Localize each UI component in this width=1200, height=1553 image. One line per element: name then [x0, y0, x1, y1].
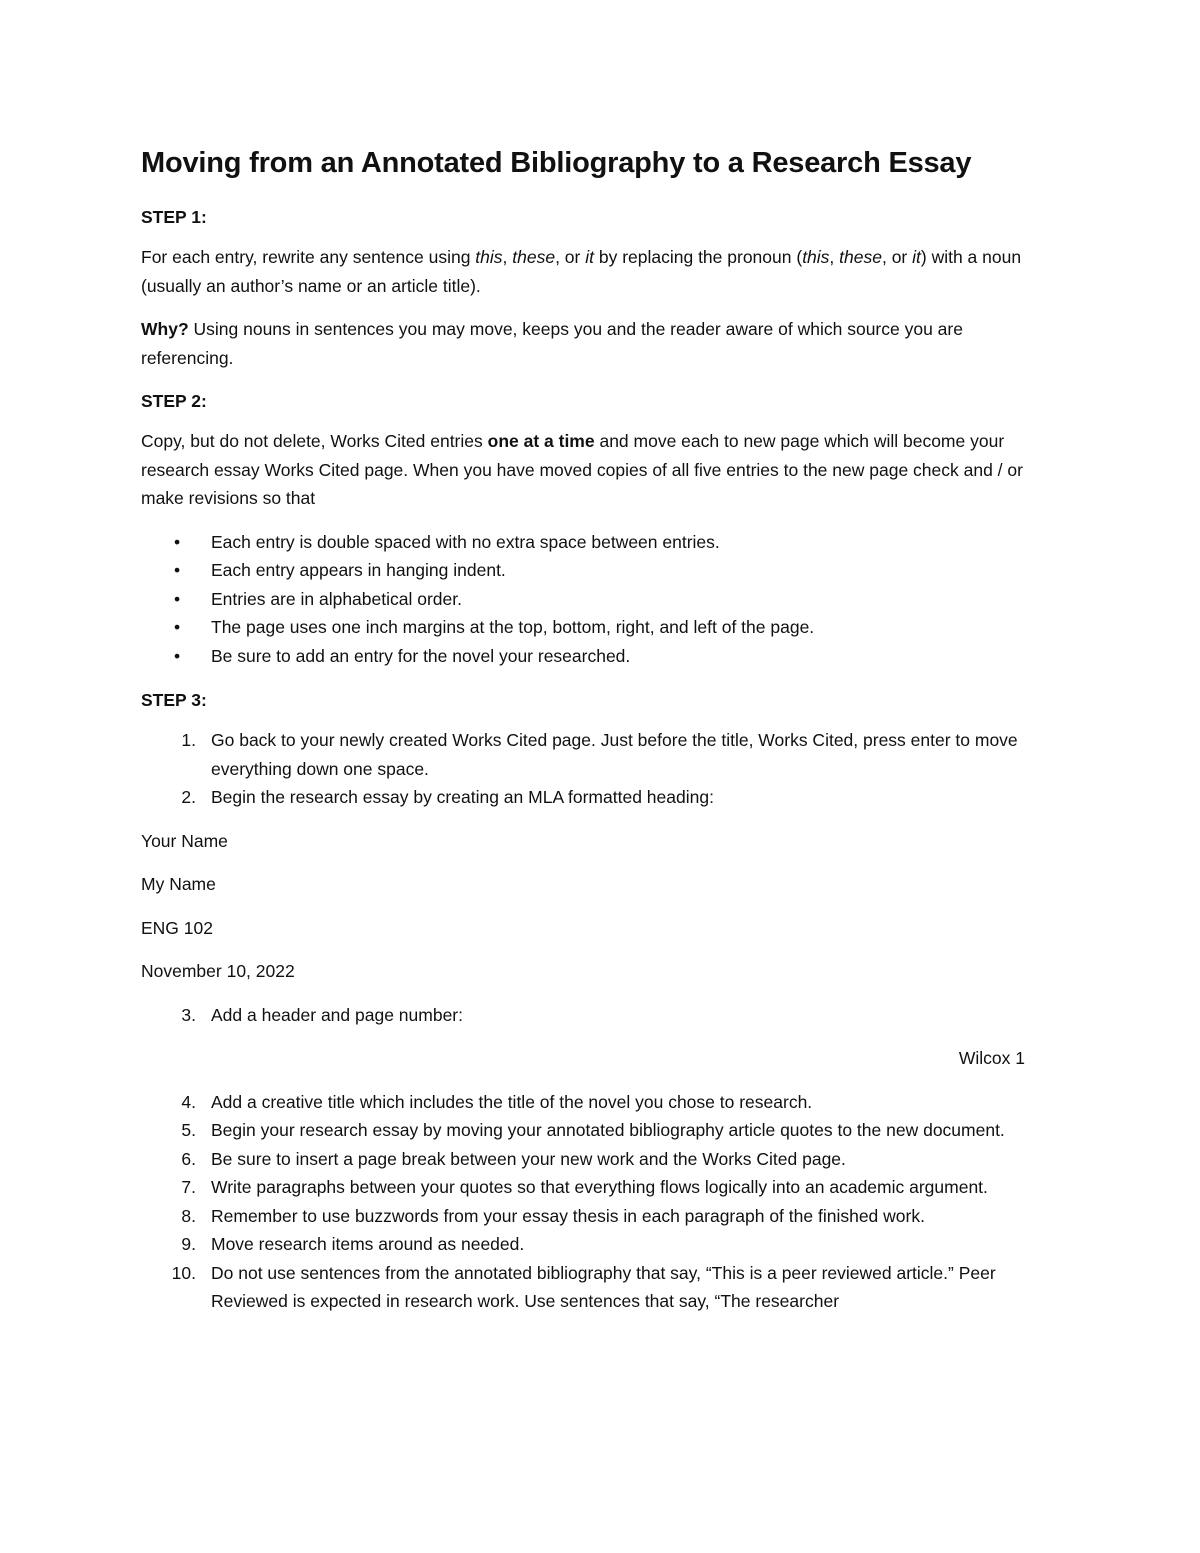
list-item: • Each entry is double spaced with no extra space between entries.	[141, 528, 1051, 557]
bullet-icon: •	[174, 617, 181, 637]
step-3-list-part-3	[141, 1088, 1051, 1316]
step-1-label: STEP 1:	[141, 207, 207, 227]
list-item: 3. Add a header and page number:	[181, 1004, 463, 1025]
header-example: Wilcox 1	[958, 1048, 1025, 1068]
step-2-checklist	[141, 528, 1051, 671]
document-body	[141, 143, 1051, 1331]
list-item: • Be sure to add an entry for the novel your researched.	[141, 642, 1051, 671]
list-item: • The page uses one inch margins at the top, bottom, right, and left of the page.	[141, 613, 1051, 642]
step-1-instruction: For each entry, rewrite any sentence using this, these, or it by replacing the pronoun (this, these, or it) with a noun (usually an author’s name or an article title).	[141, 247, 1022, 296]
list-item: 6. Be sure to insert a page break between your new work and the Works Cited page.	[181, 1148, 846, 1169]
list-item: 5. Begin your research essay by moving your annotated bibliography article quotes to the new document.	[181, 1120, 1005, 1140]
step-3-list-part-2	[141, 1001, 1051, 1030]
document-title: Moving from an Annotated Bibliography to a Research Essay	[141, 147, 972, 179]
mla-heading-line: Your Name	[141, 830, 228, 851]
bullet-icon: •	[174, 531, 181, 552]
list-item: 1. Go back to your newly created Works Cited page. Just before the title, Works Cited, press enter to move everything down one space.	[181, 730, 1018, 779]
mla-heading-line: My Name	[141, 874, 216, 894]
mla-heading-line: November 10, 2022	[141, 961, 295, 981]
list-item: • Each entry appears in hanging indent.	[141, 556, 1051, 585]
step-3-list-part-1	[141, 726, 1051, 812]
list-item: 2. Begin the research essay by creating an MLA formatted heading:	[181, 787, 714, 807]
list-item: 8. Remember to use buzzwords from your essay thesis in each paragraph of the finished work.	[181, 1205, 925, 1226]
bullet-icon: •	[174, 645, 181, 666]
list-item: 4. Add a creative title which includes the title of the novel you chose to research.	[181, 1091, 813, 1112]
step-2-instruction: Copy, but do not delete, Works Cited entries one at a time and move each to new page which will become your research essay Works Cited page. When you have moved copies of all five entries to the new page check and / or make revisions so that	[141, 431, 1023, 508]
bullet-icon: •	[174, 588, 181, 609]
bullet-icon: •	[174, 560, 181, 580]
step-3-label: STEP 3:	[141, 690, 207, 710]
list-item: 10. Do not use sentences from the annotated bibliography that say, “This is a peer reviewed article.” Peer Reviewed is expected in research work. Use sentences that say, “The researcher	[171, 1262, 996, 1311]
list-item: 9. Move research items around as needed.	[181, 1234, 525, 1254]
list-item: • Entries are in alphabetical order.	[141, 585, 1051, 614]
mla-heading-line: ENG 102	[141, 917, 213, 938]
list-item: 7. Write paragraphs between your quotes so that everything flows logically into an academic argument.	[181, 1177, 988, 1197]
step-2-label: STEP 2:	[141, 391, 207, 411]
why-label: Why?	[141, 319, 189, 339]
step-1-why: Why? Using nouns in sentences you may move, keeps you and the reader aware of which source you are referencing.	[141, 319, 963, 368]
